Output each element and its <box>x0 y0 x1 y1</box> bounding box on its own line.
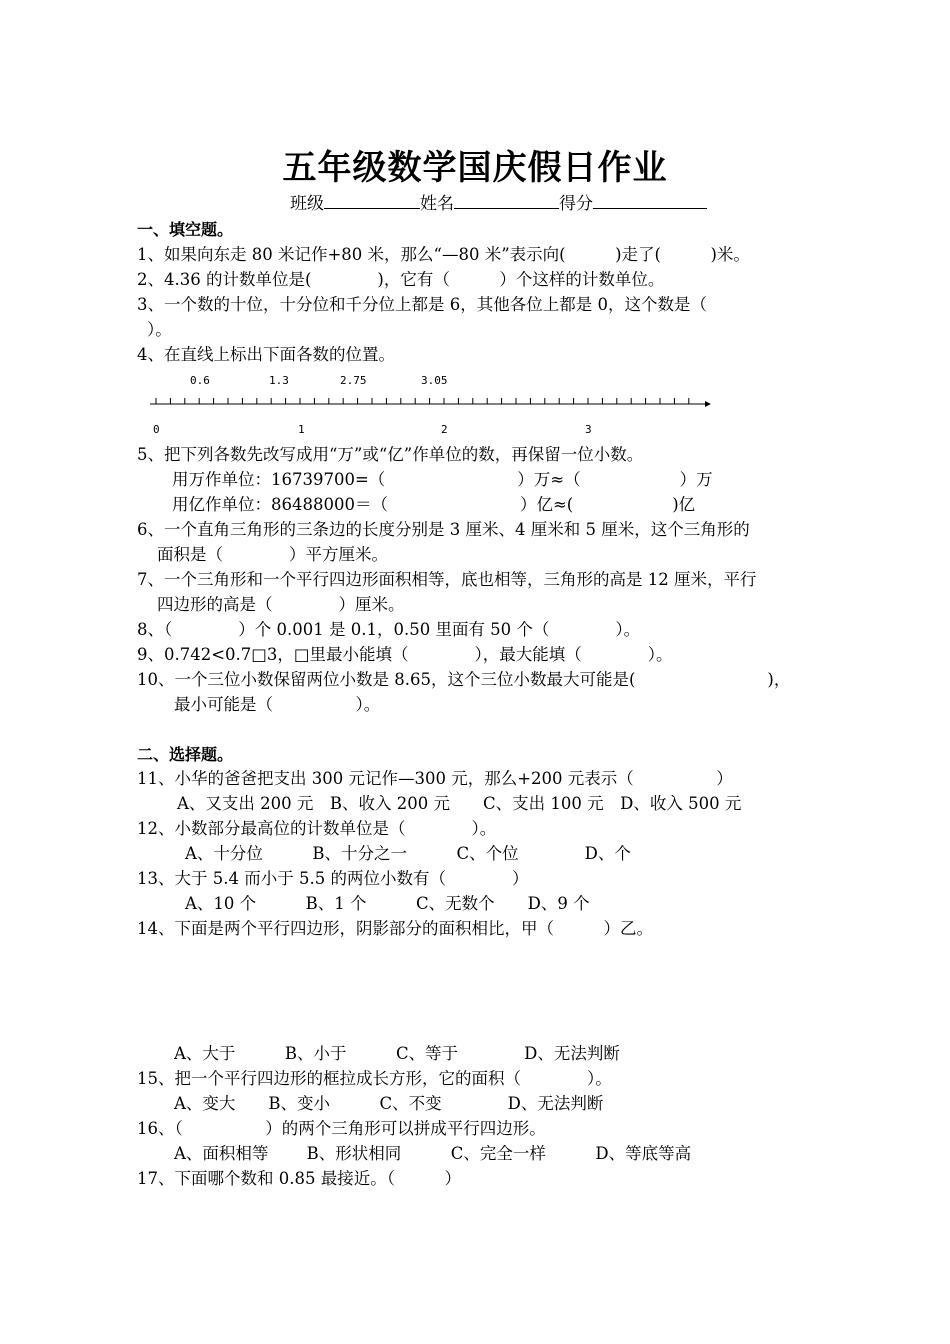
name-blank[interactable] <box>454 192 559 209</box>
mark-label: 2.75 <box>340 374 367 387</box>
question-8: 8、（ ）个 0.001 是 0.1，0.50 里面有 50 个（ ）。 <box>137 620 641 639</box>
page-title: 五年级数学国庆假日作业 <box>282 148 668 188</box>
question-5: 5、把下列各数先改写成用“万”或“亿”作单位的数，再保留一位小数。 <box>137 445 644 464</box>
question-13-options: A、10 个 B、1 个 C、无数个 D、9 个 <box>185 894 590 913</box>
score-label: 得分 <box>559 194 593 214</box>
axis-label: 3 <box>585 423 592 436</box>
question-15: 15、把一个平行四边形的框拉成长方形，它的面积（ ）。 <box>137 1069 612 1088</box>
question-2: 2、4.36 的计数单位是( )，它有（ ）个这样的计数单位。 <box>137 270 665 289</box>
question-10-line2: 最小可能是（ ）。 <box>174 695 381 714</box>
class-label: 班级 <box>290 194 324 214</box>
name-label: 姓名 <box>420 194 454 214</box>
student-info-line <box>290 189 707 214</box>
question-3-line2: ）。 <box>147 320 172 339</box>
question-17: 17、下面哪个数和 0.85 最接近。（ ） <box>137 1169 461 1188</box>
question-7-line2: 四边形的高是（ ）厘米。 <box>157 595 405 614</box>
question-16: 16、（ ）的两个三角形可以拼成平行四边形。 <box>137 1119 546 1138</box>
question-6-line1: 6、一个直角三角形的三条边的长度分别是 3 厘米、4 厘米和 5 厘米，这个三角形的 <box>137 520 750 539</box>
question-1: 1、如果向东走 80 米记作+80 米，那么“—80 米”表示向( )走了( )米。 <box>137 245 750 264</box>
question-9: 9、0.742<0.7□3，□里最小能填（ ），最大能填（ ）。 <box>137 645 673 664</box>
question-10-line1: 10、一个三位小数保留两位小数是 8.65，这个三位小数最大可能是( )， <box>137 670 791 689</box>
question-11: 11、小华的爸爸把支出 300 元记作—300 元，那么+200 元表示（ ） <box>137 769 733 788</box>
section-heading-choice: 二、选择题。 <box>137 745 234 764</box>
question-14-options: A、大于 B、小于 C、等于 D、无法判断 <box>174 1044 620 1063</box>
question-4: 4、在直线上标出下面各数的位置。 <box>137 345 395 364</box>
question-11-options: A、又支出 200 元 B、收入 200 元 C、支出 100 元 D、收入 500 元 <box>177 794 742 813</box>
mark-label: 1.3 <box>269 374 289 387</box>
class-blank[interactable] <box>324 192 420 209</box>
mark-label: 0.6 <box>190 374 210 387</box>
question-12: 12、小数部分最高位的计数单位是（ ）。 <box>137 819 497 838</box>
question-14: 14、下面是两个平行四边形，阴影部分的面积相比，甲（ ）乙。 <box>137 919 653 938</box>
question-7-line1: 7、一个三角形和一个平行四边形面积相等，底也相等，三角形的高是 12 厘米，平行 <box>137 570 757 589</box>
axis-arrow <box>705 401 711 407</box>
score-blank[interactable] <box>593 192 707 209</box>
number-line <box>140 370 720 440</box>
axis-label: 0 <box>153 423 160 436</box>
axis-label: 1 <box>298 423 305 436</box>
question-12-options: A、十分位 B、十分之一 C、个位 D、个 <box>185 844 631 863</box>
question-6-line2: 面积是（ ）平方厘米。 <box>157 545 388 564</box>
question-5a: 用万作单位：16739700=（ ）万≈（ ）万 <box>172 470 713 489</box>
question-13: 13、大于 5.4 而小于 5.5 的两位小数有（ ） <box>137 869 529 888</box>
section-heading-fill-in: 一、填空题。 <box>137 220 234 239</box>
question-16-options: A、面积相等 B、形状相同 C、完全一样 D、等底等高 <box>174 1144 692 1163</box>
axis-ticks <box>156 398 689 404</box>
axis-label: 2 <box>441 423 448 436</box>
question-3-line1: 3、一个数的十位，十分位和千分位上都是 6，其他各位上都是 0，这个数是（ <box>137 295 707 314</box>
question-15-options: A、变大 B、变小 C、不变 D、无法判断 <box>174 1094 604 1113</box>
mark-label: 3.05 <box>421 374 448 387</box>
question-5b: 用亿作单位：86488000＝（ ）亿≈( )亿 <box>172 495 696 514</box>
